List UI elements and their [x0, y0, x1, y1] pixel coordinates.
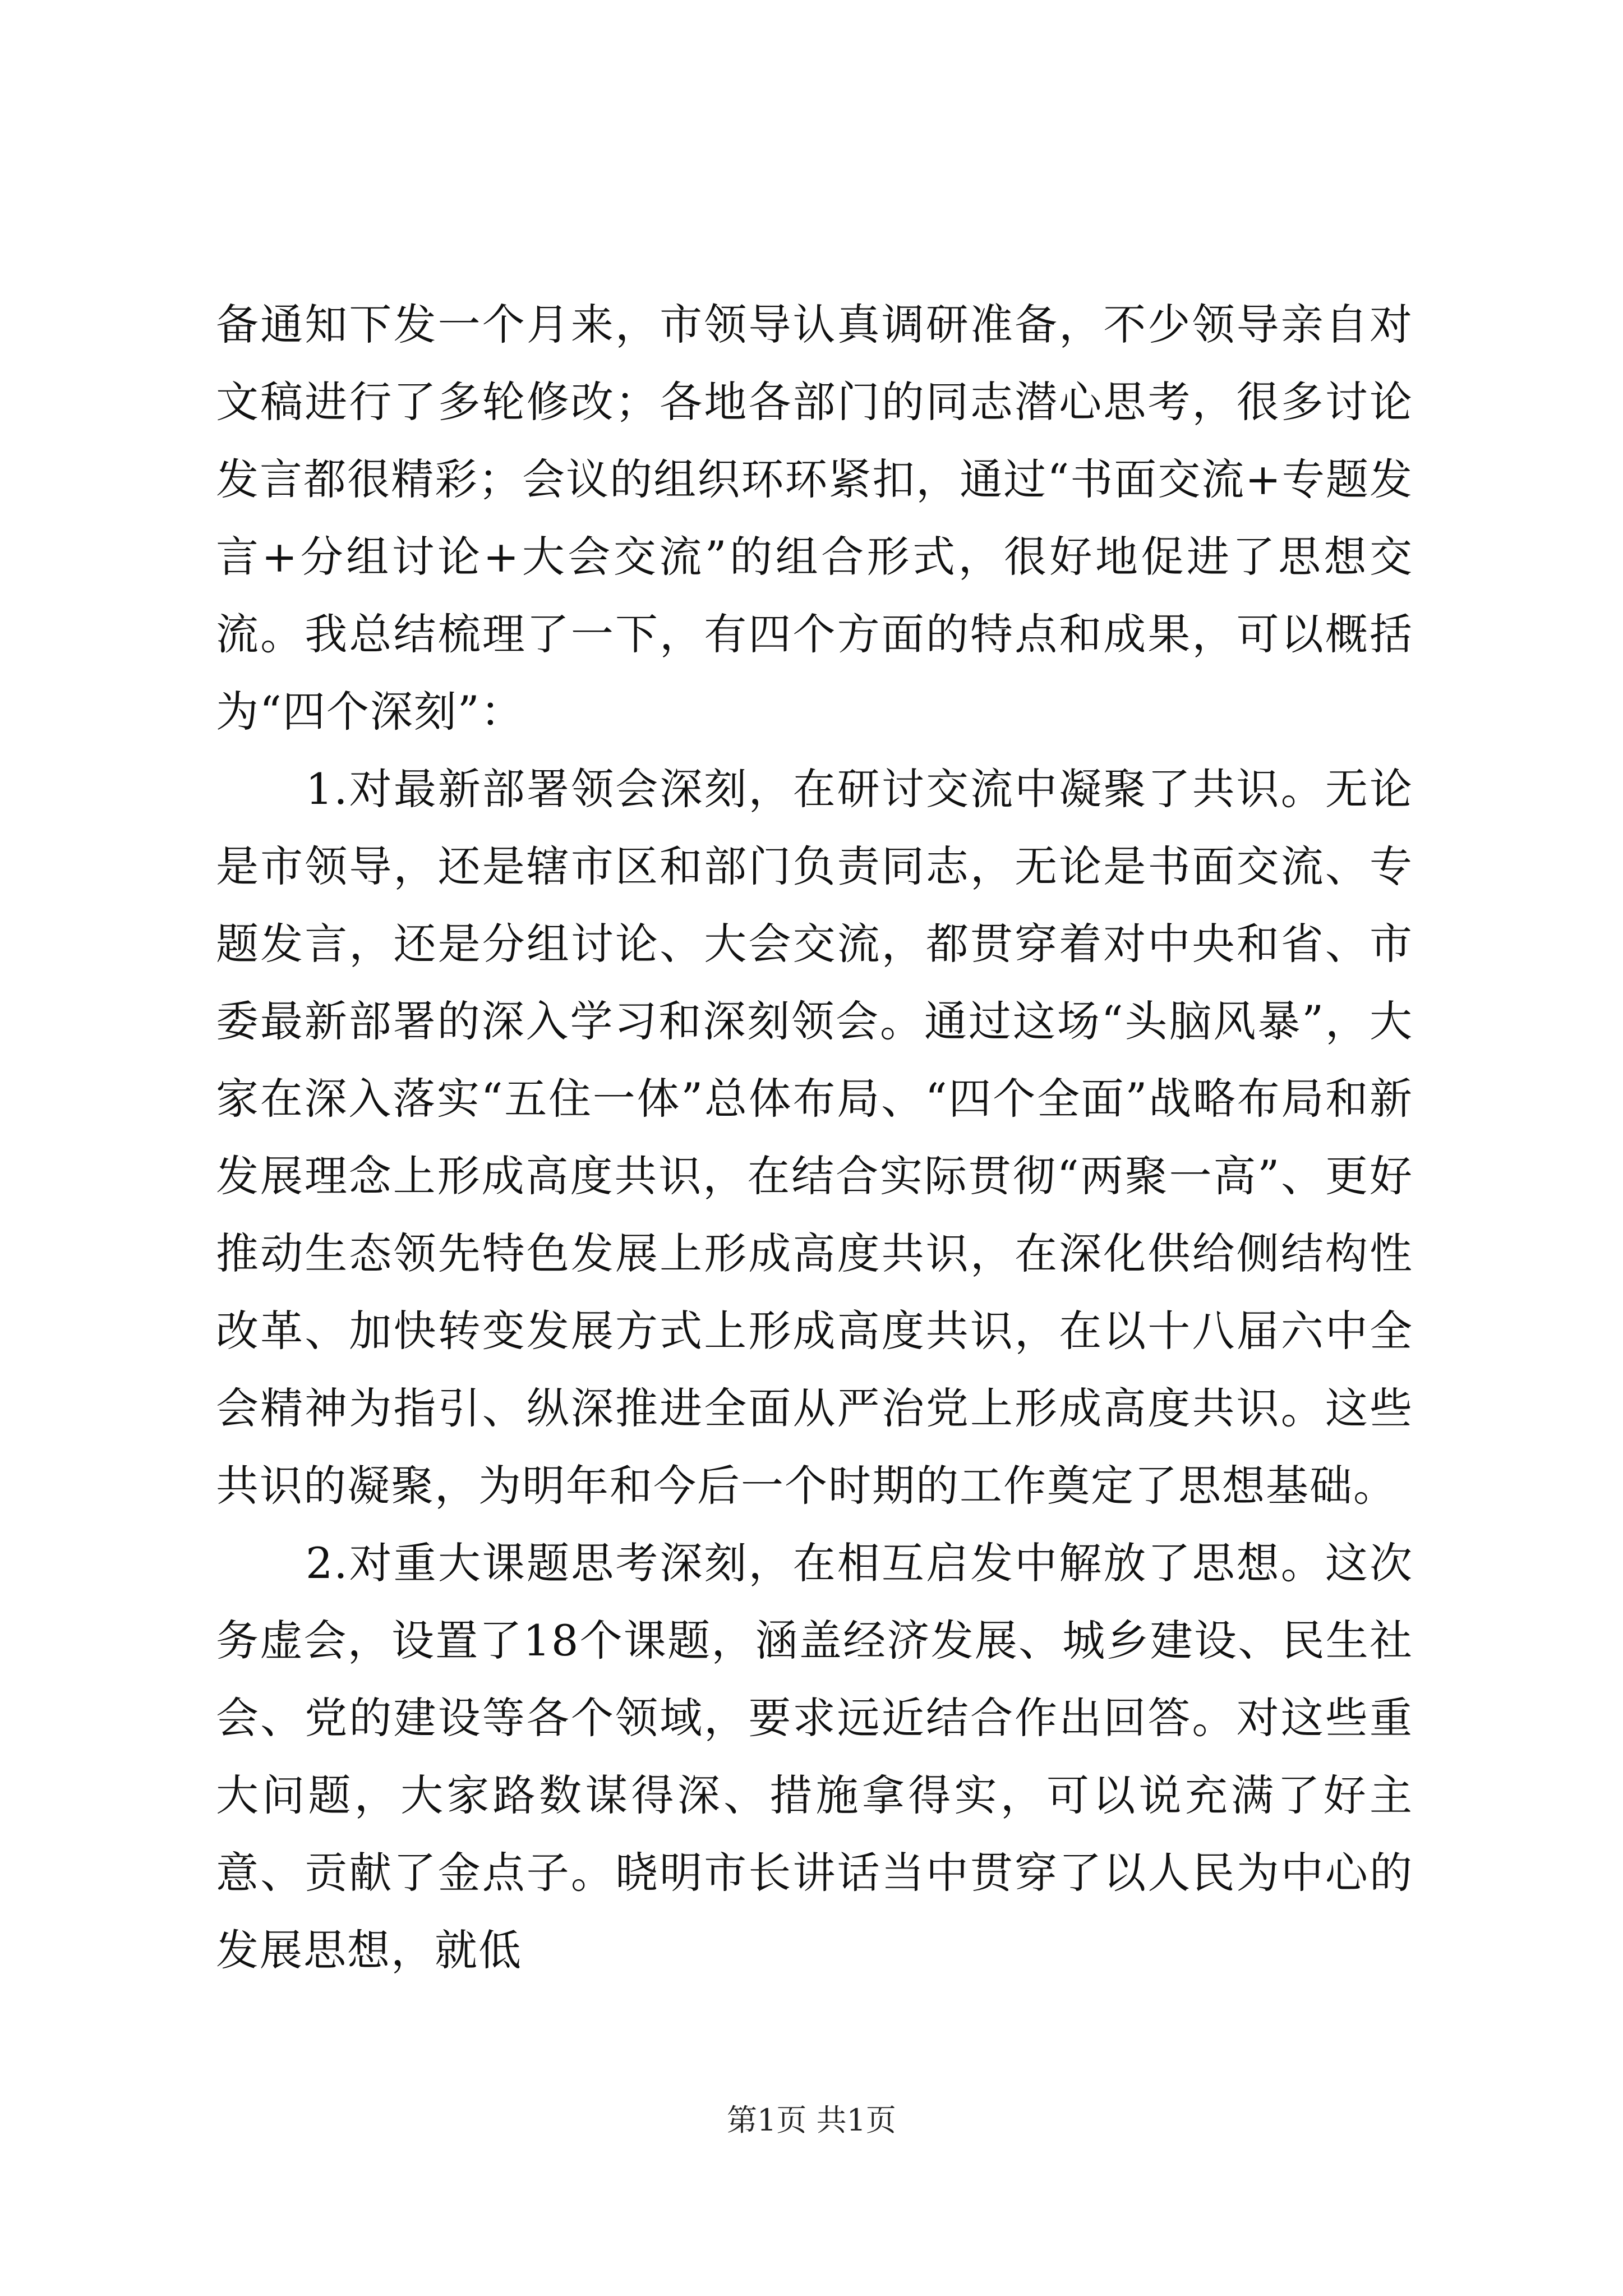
paragraph-continued: 备通知下发一个月来，市领导认真调研准备，不少领导亲自对文稿进行了多轮修改；各地各部门的同志潜心思考，很多讨论发言都很精彩；会议的组织环环紧扣，通过“书面交流+专题发言+分组讨论+大会交流”的组合形式，很好地促进了思想交流。我总结梳理了一下，有四个方面的特点和成果，可以概括为“四个深刻”：	[216, 300, 1413, 737]
paragraph-point-1: 1.对最新部署领会深刻，在研讨交流中凝聚了共识。无论是市领导，还是辖市区和部门负责同志，无论是书面交流、专题发言，还是分组讨论、大会交流，都贯穿着对中央和省、市委最新部署的深入学习和深刻领会。通过这场“头脑风暴”，大家在深入落实“五住一体”总体布局、“四个全面”战略布局和新发展理念上形成高度共识，在结合实际贯彻“两聚一高”、更好推动生态领先特色发展上形成高度共识，在深化供给侧结构性改革、加快转变发展方式上形成高度共识，在以十八届六中全会精神为指引、纵深推进全面从严治党上形成高度共识。这些共识的凝聚，为明年和今后一个时期的工作奠定了思想基础。	[216, 764, 1413, 1511]
paragraph-point-2: 2.对重大课题思考深刻，在相互启发中解放了思想。这次务虚会，设置了18个课题，涵盖经济发展、城乡建设、民生社会、党的建设等各个领域，要求远近结合作出回答。对这些重大问题，大家路数谋得深、措施拿得实，可以说充满了好主意、贡献了金点子。晓明市长讲话当中贯穿了以人民为中心的发展思想，就低	[216, 1538, 1413, 1975]
page-footer: 第1页 共1页	[727, 2102, 896, 2138]
document-body	[216, 286, 1413, 1989]
